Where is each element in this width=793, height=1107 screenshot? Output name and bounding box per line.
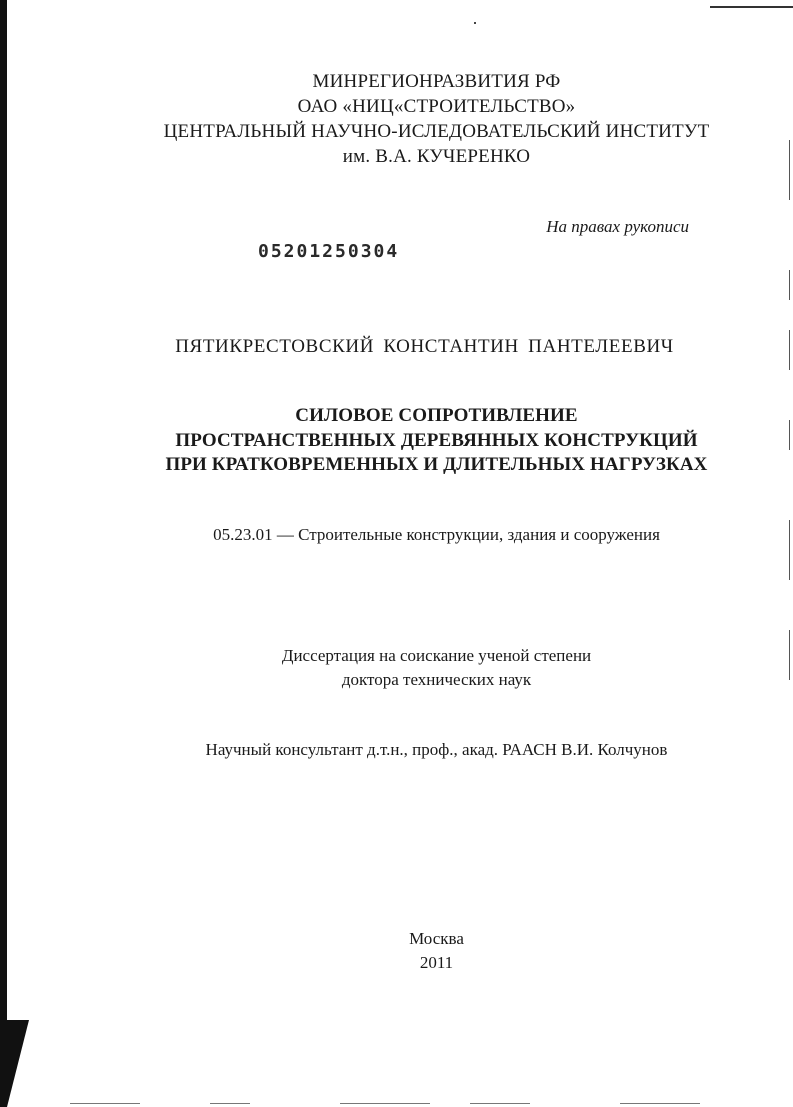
scan-top-line (710, 6, 793, 8)
ministry-name: МИНРЕГИОНРАЗВИТИЯ РФ (312, 71, 561, 92)
scan-bottom-mark (340, 1103, 430, 1104)
manuscript-rights-note: На правах рукописи (546, 217, 689, 236)
scan-bottom-mark (470, 1103, 530, 1104)
registry-stamp-number: 05201250304 (258, 241, 400, 262)
author-name: ПЯТИКРЕСТОВСКИЙ КОНСТАНТИН ПАНТЕЛЕЕВИЧ (175, 336, 674, 357)
degree-statement: Диссертация на соискание ученой степени (281, 646, 592, 665)
scan-bottom-mark (620, 1103, 700, 1104)
degree-name: доктора технических наук (341, 670, 532, 689)
scan-bottom-mark (210, 1103, 250, 1104)
scan-right-edge (789, 270, 790, 300)
year: 2011 (419, 953, 454, 972)
scan-bottom-mark (70, 1103, 140, 1104)
scientific-consultant: Научный консультант д.т.н., проф., акад. РААСН В.И. Колчунов (205, 740, 668, 759)
scan-left-edge-tail (7, 1020, 29, 1107)
specialty-code: 05.23.01 — Строительные конструкции, здания и сооружения (213, 525, 660, 544)
institute-namesake: им. В.А. КУЧЕРЕНКО (342, 146, 531, 167)
organization-name: ОАО «НИЦ«СТРОИТЕЛЬСТВО» (297, 96, 576, 117)
dissertation-title-line: СИЛОВОЕ СОПРОТИВЛЕНИЕ (295, 405, 578, 426)
dissertation-title-line: ПРИ КРАТКОВРЕМЕННЫХ И ДЛИТЕЛЬНЫХ НАГРУЗКАХ (165, 454, 708, 475)
scan-left-edge (0, 0, 7, 1107)
city: Москва (409, 929, 464, 948)
scan-speck (474, 22, 476, 24)
institute-name: ЦЕНТРАЛЬНЫЙ НАУЧНО-ИСЛЕДОВАТЕЛЬСКИЙ ИНСТИТУТ (163, 121, 710, 142)
dissertation-title-line: ПРОСТРАНСТВЕННЫХ ДЕРЕВЯННЫХ КОНСТРУКЦИЙ (175, 430, 698, 451)
